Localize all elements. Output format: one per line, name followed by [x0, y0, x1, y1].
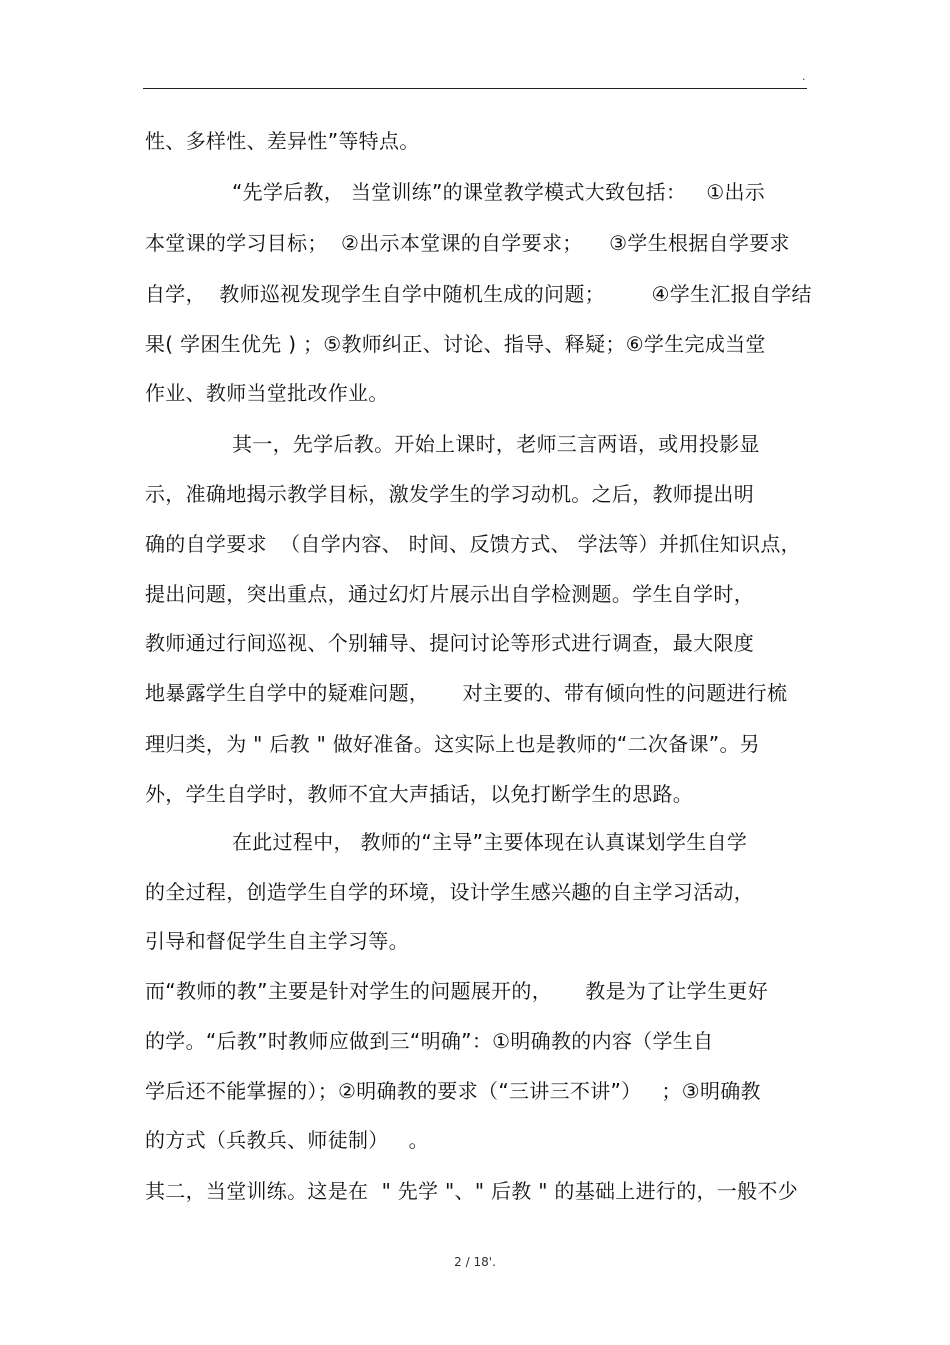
text-line: 引导和督促学生自主学习等。 — [145, 929, 409, 953]
text-line: 其一，先学后教。开始上课时，老师三言两语，或用投影显 — [232, 432, 760, 456]
text-line: 确的自学要求 （自学内容、 时间、反馈方式、 学法等）并抓住知识点， — [145, 532, 801, 556]
text-line: 而“教师的教”主要是针对学生的问题展开的， 教是为了让学生更好 — [145, 979, 769, 1003]
text-line: 的方式（兵教兵、师徒制） 。 — [145, 1128, 429, 1152]
text-line: 的全过程，创造学生自学的环境，设计学生感兴趣的自主学习活动， — [145, 880, 754, 904]
text-line: 的学。“后教”时教师应做到三“明确”：①明确教的内容（学生自 — [145, 1029, 714, 1053]
text-line: 作业、教师当堂批改作业。 — [145, 381, 389, 405]
page-number: 2 / 18'. — [454, 1255, 496, 1269]
text-line: 性、多样性、差异性”等特点。 — [145, 129, 420, 153]
text-line: 教师通过行间巡视、个别辅导、提问讨论等形式进行调查，最大限度 — [145, 631, 754, 655]
text-line: 地暴露学生自学中的疑难问题， 对主要的、带有倾向性的问题进行梳 — [145, 681, 788, 705]
header-mark: . — [802, 70, 806, 83]
text-line: “先学后教， 当堂训练”的课堂教学模式大致包括： ①出示 — [232, 180, 766, 204]
text-line: 提出问题，突出重点，通过幻灯片展示出自学检测题。学生自学时， — [145, 582, 754, 606]
text-line: 本堂课的学习目标； ②出示本堂课的自学要求； ③学生根据自学要求 — [145, 231, 790, 255]
text-line: 在此过程中， 教师的“主导”主要体现在认真谋划学生自学 — [232, 830, 748, 854]
header-rule — [143, 88, 807, 89]
text-line: 示，准确地揭示教学目标，激发学生的学习动机。之后，教师提出明 — [145, 482, 754, 506]
text-line: 学后还不能掌握的）；②明确教的要求（“三讲三不讲”） ；③明确教 — [145, 1079, 761, 1103]
text-line: 果( 学困生优先 ) ；⑤教师纠正、讨论、指导、释疑；⑥学生完成当堂 — [145, 332, 766, 356]
text-line: 外，学生自学时，教师不宜大声插话，以免打断学生的思路。 — [145, 782, 694, 806]
text-line: 理归类，为 " 后教 " 做好准备。这实际上也是教师的“二次备课”。另 — [145, 732, 761, 756]
text-line: 自学， 教师巡视发现学生自学中随机生成的问题； ④学生汇报自学结 — [145, 282, 812, 306]
text-line: 其二，当堂训练。这是在 " 先学 "、" 后教 " 的基础上进行的，一般不少 — [145, 1179, 798, 1203]
